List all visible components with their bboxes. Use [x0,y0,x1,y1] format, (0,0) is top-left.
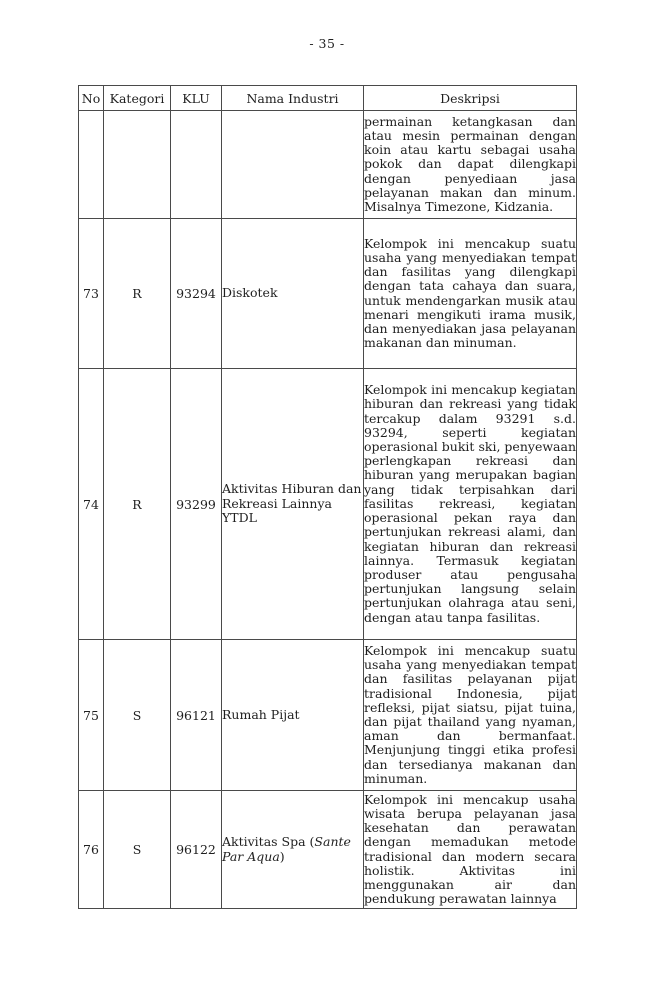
cell-deskripsi: Kelompok ini mencakup kegiatan hiburan dan rekreasi yang tidak tercakup dalam 93291 s.d. 93294, seperti kegiatan operasional bukit ski, penyewaan perlengkapan rekreasi dan hiburan yang merupakan bagian yang tidak terpisahkan dari fasilitas rekreasi, kegiatan operasional pekan raya dan pertunjukan rekreasi alami, dan kegiatan hiburan dan rekreasi lainnya. Termasuk kegiatan produser atau pengusaha pertunjukan langsung selain pertunjukan olahraga atau seni, dengan atau tanpa fasilitas. [364,369,577,640]
table-row-75 [79,640,577,791]
table-row-73 [79,219,577,369]
cell-klu: 93294 [171,219,222,369]
cell-kategori: S [104,791,171,909]
cell-nama-industri: Diskotek [222,219,364,369]
header-nama-industri: Nama Industri [222,86,364,111]
cell-no: 73 [79,219,104,369]
cell-nama-industri: Rumah Pijat [222,640,364,791]
cell-kategori: R [104,219,171,369]
cell-klu [171,111,222,219]
cell-no: 76 [79,791,104,909]
table-row-continuation [79,111,577,219]
cell-nama-industri [222,111,364,219]
cell-deskripsi: Kelompok ini mencakup suatu usaha yang menyediakan tempat dan fasilitas yang dilengkapi dengan tata cahaya dan suara, untuk mendengarkan musik atau menari mengikuti irama musik, dan menyediakan jasa pelayanan makanan dan minuman. [364,219,577,369]
cell-no: 74 [79,369,104,640]
klu-table [78,85,577,909]
cell-kategori: S [104,640,171,791]
header-klu: KLU [171,86,222,111]
table-row-76 [79,791,577,909]
cell-klu: 96121 [171,640,222,791]
cell-klu: 96122 [171,791,222,909]
cell-klu: 93299 [171,369,222,640]
cell-deskripsi: Kelompok ini mencakup suatu usaha yang menyediakan tempat dan fasilitas pelayanan pijat tradisional Indonesia, pijat refleksi, pijat siatsu, pijat tuina, dan pijat thailand yang nyaman, aman dan bermanfaat. Menjunjung tinggi etika profesi dan tersedianya makanan dan minuman. [364,640,577,791]
cell-kategori [104,111,171,219]
cell-deskripsi: Kelompok ini mencakup usaha wisata berupa pelayanan jasa kesehatan dan perawatan dengan memadukan metode tradisional dan modern secara holistik. Aktivitas ini menggunakan air dan pendukung perawatan lainnya [364,791,577,909]
cell-nama-industri: Aktivitas Hiburan dan Rekreasi Lainnya YTDL [222,369,364,640]
cell-kategori: R [104,369,171,640]
table-row-74 [79,369,577,640]
table-header-row [79,86,577,111]
cell-nama-industri: Aktivitas Spa (Sante Par Aqua) [222,791,364,909]
cell-deskripsi: permainan ketangkasan dan atau mesin permainan dengan koin atau kartu sebagai usaha pokok dan dapat dilengkapi dengan penyediaan jasa pelayanan makan dan minum. Misalnya Timezone, Kidzania. [364,111,577,219]
cell-no [79,111,104,219]
header-no: No [79,86,104,111]
header-deskripsi: Deskripsi [364,86,577,111]
page-number: - 35 - [309,36,345,51]
cell-no: 75 [79,640,104,791]
header-kategori: Kategori [104,86,171,111]
